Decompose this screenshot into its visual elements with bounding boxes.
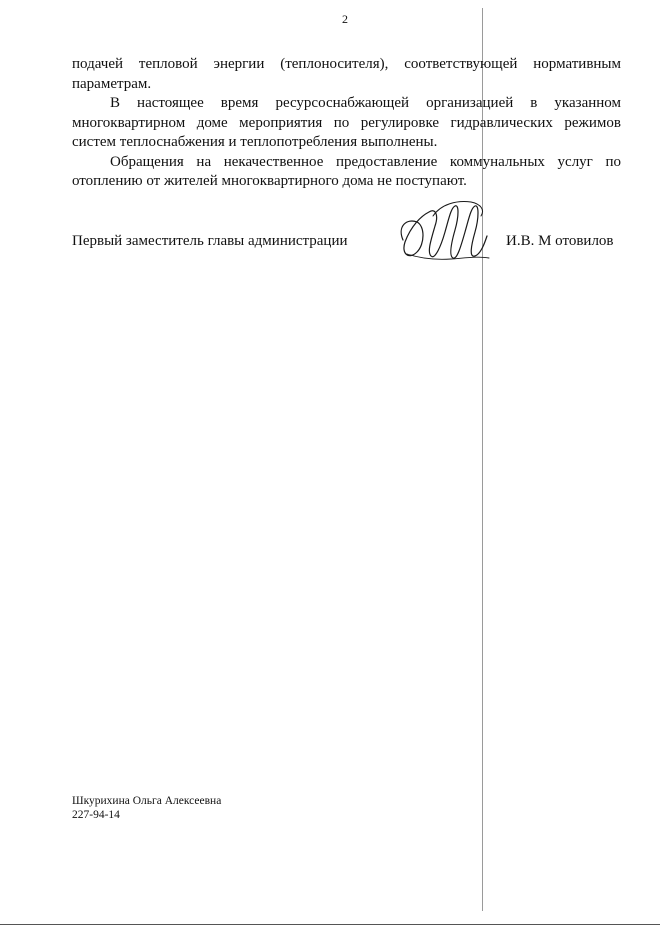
page-number: 2	[342, 12, 348, 26]
handwritten-signature-icon	[395, 196, 495, 268]
signature-block	[72, 233, 621, 257]
paragraph-measures: В настоящее время ресурсоснабжающей организацией в указанном многоквартирном доме мероприятия по регулировке гидравлических режимов систем теплоснабжения и теплопотребления выполнены.	[72, 95, 621, 150]
executor-phone: 227-94-14	[72, 809, 120, 821]
paragraph-continuation: подачей тепловой энергии (теплоносителя), соответствующей нормативным параметрам.	[72, 56, 621, 92]
executor-name: Шкурихина Ольга Алексеевна	[72, 795, 222, 807]
signer-title: Первый заместитель главы администрации	[72, 233, 348, 249]
letter-body	[72, 55, 621, 192]
signer-name: И.В. М отовилов	[506, 233, 614, 249]
executor-info	[72, 794, 221, 822]
paragraph-complaints: Обращения на некачественное предоставление коммунальных услуг по отоплению от жителей многоквартирного дома не поступают.	[72, 153, 621, 189]
page-bottom-edge	[0, 924, 660, 925]
